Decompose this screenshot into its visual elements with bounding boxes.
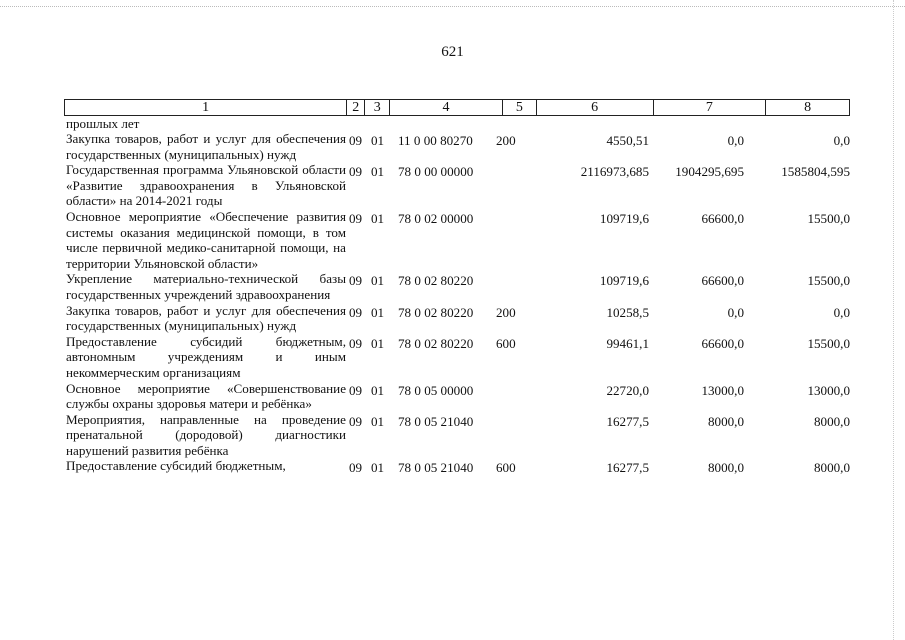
- scan-edge-top: [0, 6, 905, 8]
- header-col-7: 7: [654, 100, 767, 115]
- row-csr: 78 0 02 80220: [398, 304, 474, 320]
- page-number: 621: [441, 44, 464, 60]
- row-name: Предоставление субсидий бюджетным,: [66, 458, 286, 474]
- row-value-7: 0,0: [727, 133, 744, 148]
- row-value-7: 0,0: [727, 304, 744, 320]
- table-row: [64, 334, 864, 381]
- header-col-4: 4: [390, 100, 503, 115]
- row-value-6: 109719,6: [599, 273, 649, 289]
- row-value-7: 1904295,695: [675, 164, 744, 180]
- row-value-6: 99461,1: [606, 335, 649, 351]
- row-pr: 01: [371, 413, 385, 429]
- row-name: Государственная программа Ульяновской области «Развитие здравоохранения в Ульяновской области» на 2014-2021 годы: [66, 162, 346, 209]
- row-value-7: 66600,0: [701, 335, 744, 351]
- row-vr: 600: [496, 335, 516, 351]
- row-value-6: 16277,5: [606, 460, 649, 476]
- row-value-6: 109719,6: [599, 210, 649, 226]
- row-csr: 78 0 00 00000: [398, 164, 474, 180]
- row-csr: 78 0 02 80220: [398, 273, 474, 289]
- row-rz: 09: [349, 164, 363, 180]
- row-name: Предоставление субсидий бюджетным, автономным учреждениям и иным некоммерческим организациям: [66, 333, 346, 380]
- row-value-7: 13000,0: [701, 382, 744, 398]
- row-csr: 78 0 02 00000: [398, 210, 474, 226]
- row-value-8: 13000,0: [807, 382, 850, 398]
- row-value-8: 8000,0: [813, 413, 850, 429]
- row-csr: 11 0 00 80270: [398, 133, 473, 148]
- row-name: Мероприятия, направленные на проведение пренатальной (дородовой) диагностики нарушений развития ребёнка: [66, 411, 346, 458]
- row-pr: 01: [371, 304, 385, 320]
- row-pr: 01: [371, 133, 385, 148]
- row-rz: 09: [349, 304, 363, 320]
- row-value-8: 15500,0: [807, 273, 850, 289]
- row-csr: 78 0 05 21040: [398, 413, 474, 429]
- table-row: [64, 271, 864, 302]
- table-row-continuation: [64, 117, 864, 131]
- row-name: Основное мероприятие «Обеспечение развития системы оказания медицинской помощи, в том числе первичной медико-санитарной помощи, на территории Ульяновской области»: [66, 208, 346, 271]
- row-vr: 200: [496, 304, 516, 320]
- row-value-7: 66600,0: [701, 273, 744, 289]
- scan-edge-right: [893, 0, 895, 640]
- row-name: Укрепление материально-технической базы государственных учреждений здравоохранения: [66, 271, 346, 302]
- row-name: Закупка товаров, работ и услуг для обеспечения государственных (муниципальных) нужд: [66, 131, 346, 162]
- table-row: [64, 458, 864, 474]
- row-value-6: 4550,51: [606, 133, 649, 148]
- row-value-7: 8000,0: [707, 413, 744, 429]
- row-value-6: 10258,5: [606, 304, 649, 320]
- row-pr: 01: [371, 460, 385, 476]
- header-col-5: 5: [503, 100, 537, 115]
- table-header: [64, 99, 850, 116]
- row-vr: 600: [496, 460, 516, 476]
- row-pr: 01: [371, 273, 385, 289]
- row-value-8: 8000,0: [813, 460, 850, 476]
- row-value-8: 0,0: [833, 133, 850, 148]
- table-row: [64, 412, 864, 459]
- table-row: [64, 303, 864, 334]
- table-body: [64, 117, 864, 474]
- row-csr: 78 0 02 80220: [398, 335, 474, 351]
- row-rz: 09: [349, 133, 363, 148]
- table-row: [64, 209, 864, 271]
- continuation-text: прошлых лет: [66, 116, 140, 131]
- row-value-6: 22720,0: [606, 382, 649, 398]
- header-col-3: 3: [365, 100, 390, 115]
- row-pr: 01: [371, 210, 385, 226]
- row-value-6: 16277,5: [606, 413, 649, 429]
- table-row: [64, 381, 864, 412]
- row-pr: 01: [371, 164, 385, 180]
- row-value-8: 1585804,595: [781, 164, 850, 180]
- header-col-1: 1: [65, 100, 347, 115]
- header-col-2: 2: [347, 100, 365, 115]
- row-rz: 09: [349, 210, 363, 226]
- table-row: [64, 131, 864, 162]
- row-rz: 09: [349, 413, 363, 429]
- row-rz: 09: [349, 382, 363, 398]
- row-value-8: 0,0: [833, 304, 850, 320]
- row-rz: 09: [349, 335, 363, 351]
- row-value-8: 15500,0: [807, 210, 850, 226]
- row-value-6: 2116973,685: [580, 164, 649, 180]
- header-col-6: 6: [537, 100, 654, 115]
- row-value-7: 66600,0: [701, 210, 744, 226]
- row-rz: 09: [349, 273, 363, 289]
- row-vr: 200: [496, 133, 516, 148]
- row-pr: 01: [371, 335, 385, 351]
- row-name: Основное мероприятие «Совершенствование службы охраны здоровья матери и ребёнка»: [66, 380, 346, 412]
- row-value-8: 15500,0: [807, 335, 850, 351]
- row-csr: 78 0 05 21040: [398, 460, 474, 476]
- row-rz: 09: [349, 460, 363, 476]
- table-row: [64, 162, 864, 209]
- row-name: Закупка товаров, работ и услуг для обеспечения государственных (муниципальных) нужд: [66, 302, 346, 334]
- row-value-7: 8000,0: [707, 460, 744, 476]
- row-csr: 78 0 05 00000: [398, 382, 474, 398]
- row-pr: 01: [371, 382, 385, 398]
- header-col-8: 8: [804, 100, 812, 115]
